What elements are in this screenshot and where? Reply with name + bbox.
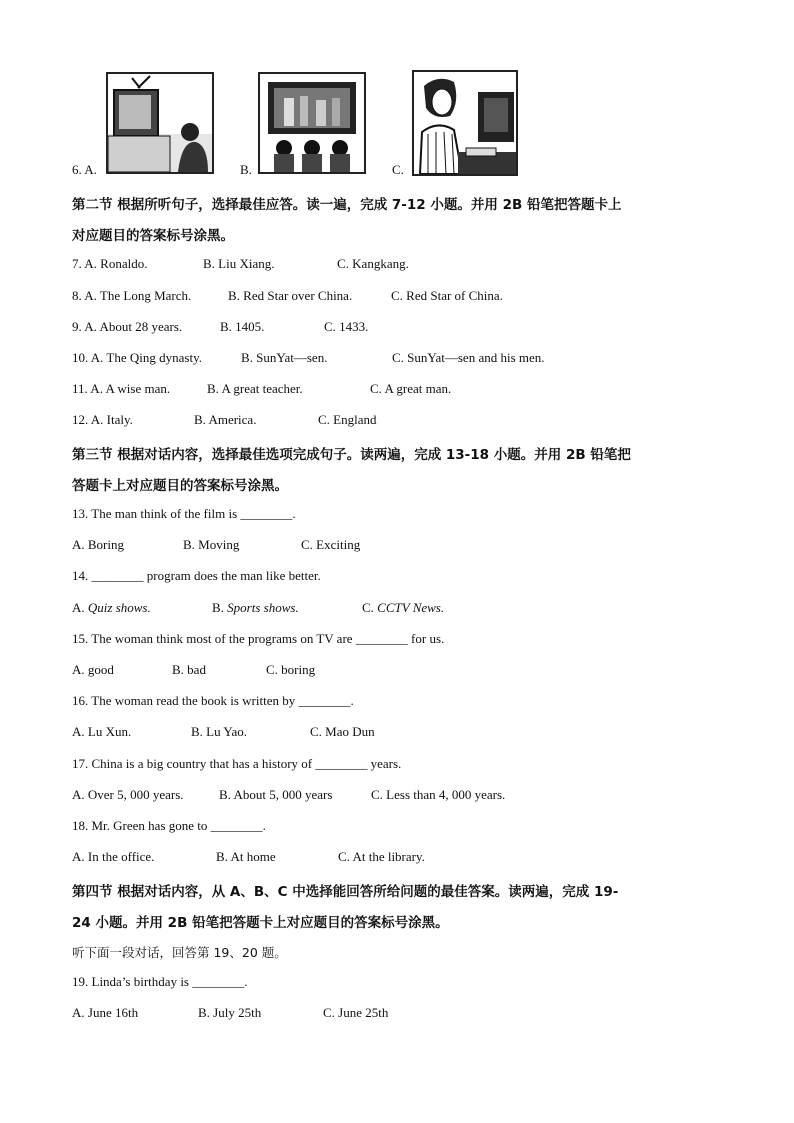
q8-option-a: 8. A. The Long March. [72, 288, 192, 303]
q14-option-b-text: Sports shows. [227, 600, 299, 615]
q18-option-c: C. At the library. [338, 849, 425, 864]
q9-option-a: 9. A. About 28 years. [72, 319, 183, 334]
q14-option-c-letter: C. [362, 600, 378, 615]
q6-label-c: C. [392, 162, 404, 177]
q6-label-b: B. [240, 162, 252, 177]
q18-option-b: B. At home [216, 849, 276, 864]
q17-option-a: A. Over 5, 000 years. [72, 787, 184, 802]
section2-heading: 第二节 根据所听句子，选择最佳应答。读一遍，完成 7-12 小题。并用 2B 铅笔把答题卡上 [72, 197, 622, 213]
q12-option-c: C. England [318, 412, 377, 427]
q16-stem: 16. The woman read the book is written by ________. [72, 693, 354, 708]
q8-option-c: C. Red Star of China. [391, 288, 503, 303]
cinema-picture [258, 72, 366, 174]
section3-heading: 第三节 根据对话内容，选择最佳选项完成句子。读两遍，完成 13-18 小题。并用 2B 铅笔把 [72, 447, 631, 463]
q14-option-a-text: Quiz shows. [87, 600, 151, 615]
q16-option-c: C. Mao Dun [310, 724, 375, 739]
q14-option-a-letter: A. [72, 600, 88, 615]
q7-option-a: 7. A. Ronaldo. [72, 256, 148, 271]
q15-option-b: B. bad [172, 662, 206, 677]
q18-stem: 18. Mr. Green has gone to ________. [72, 818, 266, 833]
q10-option-a: 10. A. The Qing dynasty. [72, 350, 202, 365]
q15-option-a: A. good [72, 662, 114, 677]
q8-option-b: B. Red Star over China. [228, 288, 353, 303]
q19-option-b: B. July 25th [198, 1005, 262, 1020]
q17-option-c: C. Less than 4, 000 years. [371, 787, 506, 802]
q16-option-b: B. Lu Yao. [191, 724, 247, 739]
q13-option-a: A. Boring [72, 537, 124, 552]
q12-option-a: 12. A. Italy. [72, 412, 133, 427]
q7-option-c: C. Kangkang. [337, 256, 409, 271]
q12-option-b: B. America. [194, 412, 257, 427]
q11-option-b: B. A great teacher. [207, 381, 303, 396]
q11-option-a: 11. A. A wise man. [72, 381, 171, 396]
q16-option-a: A. Lu Xun. [72, 724, 132, 739]
q18-option-a: A. In the office. [72, 849, 155, 864]
q10-option-c: C. SunYat—sen and his men. [392, 350, 545, 365]
listen-instruction: 听下面一段对话，回答第 19、20 题。 [72, 945, 287, 960]
q13-stem: 13. The man think of the film is ________. [72, 506, 296, 521]
q13-option-c: C. Exciting [301, 537, 361, 552]
q14-stem: 14. ________ program does the man like better. [72, 568, 321, 583]
q14-option-c-text: CCTV News. [377, 600, 445, 615]
q6-label-a: 6. A. [72, 162, 97, 177]
q17-stem: 17. China is a big country that has a history of ________ years. [72, 756, 402, 771]
q19-option-c: C. June 25th [323, 1005, 389, 1020]
section4-heading-cont: 24 小题。并用 2B 铅笔把答题卡上对应题目的答案标号涂黑。 [72, 915, 449, 931]
q9-option-b: B. 1405. [220, 319, 265, 334]
q13-option-b: B. Moving [183, 537, 240, 552]
q14-option-b [212, 600, 299, 616]
q15-option-c: C. boring [266, 662, 316, 677]
q15-stem: 15. The woman think most of the programs on TV are ________ for us. [72, 631, 445, 646]
tv-picture [106, 72, 214, 174]
q9-option-c: C. 1433. [324, 319, 369, 334]
q19-stem: 19. Linda’s birthday is ________. [72, 974, 248, 989]
q7-option-b: B. Liu Xiang. [203, 256, 275, 271]
q17-option-b: B. About 5, 000 years [219, 787, 333, 802]
q10-option-b: B. SunYat—sen. [241, 350, 328, 365]
q14-option-a [72, 600, 151, 616]
q14-option-c [362, 600, 444, 616]
q11-option-c: C. A great man. [370, 381, 452, 396]
section2-heading-cont: 对应题目的答案标号涂黑。 [72, 228, 234, 244]
q14-option-b-letter: B. [212, 600, 228, 615]
q19-option-a: A. June 16th [72, 1005, 139, 1020]
computer-picture [412, 70, 518, 176]
section3-heading-cont: 答题卡上对应题目的答案标号涂黑。 [72, 478, 288, 494]
section4-heading: 第四节 根据对话内容，从 A、B、C 中选择能回答所给问题的最佳答案。读两遍，完成 19- [72, 884, 619, 900]
